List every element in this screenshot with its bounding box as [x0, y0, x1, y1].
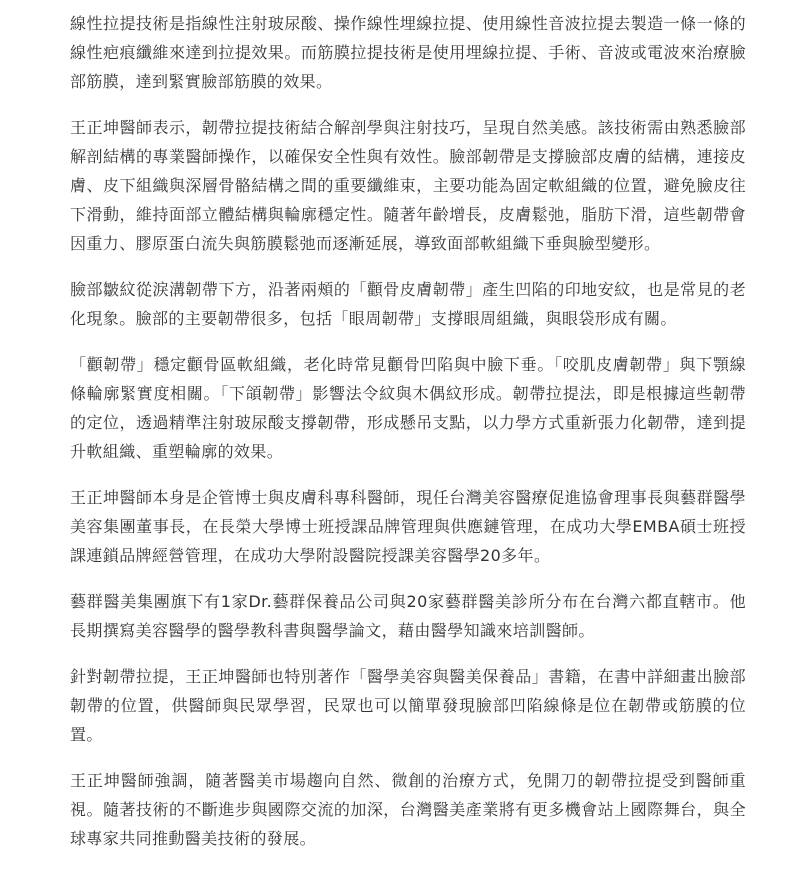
paragraph-6: 藝群醫美集團旗下有1家Dr.藝群保養品公司與20家藝群醫美診所分布在台灣六都直轄市。他長期撰寫美容醫學的醫學教科書與醫學論文，藉由醫學知識來培訓醫師。: [70, 592, 746, 640]
paragraph-4: 「顴韌帶」穩定顴骨區軟組織，老化時常見顴骨凹陷與中臉下垂。「咬肌皮膚韌帶」與下顎線條輪廓緊實度相關。「下頜韌帶」影響法令紋與木偶紋形成。韌帶拉提法，即是根據這些韌帶的定位，透過精準注射玻尿酸支撐韌帶，形成懸吊支點，以力學方式重新張力化韌帶，達到提升軟組織、重塑輪廓的效果。: [70, 355, 746, 461]
paragraph-3: 臉部皺紋從淚溝韌帶下方，沿著兩頰的「顴骨皮膚韌帶」產生凹陷的印地安紋，也是常見的老化現象。臉部的主要韌帶很多，包括「眼周韌帶」支撐眼周組織，與眼袋形成有關。: [70, 280, 746, 328]
paragraph-2: 王正坤醫師表示，韌帶拉提技術結合解剖學與注射技巧，呈現自然美感。該技術需由熟悉臉部解剖結構的專業醫師操作，以確保安全性與有效性。臉部韌帶是支撐臉部皮膚的結構，連接皮膚、皮下組織與深層骨骼結構之間的重要纖維束，主要功能為固定軟組織的位置，避免臉皮往下滑動，維持面部立體結構與輪廓穩定性。隨著年齡增長，皮膚鬆弛，脂肪下滑，這些韌帶會因重力、膠原蛋白流失與筋膜鬆弛而逐漸延展，導致面部軟組織下垂與臉型變形。: [70, 118, 746, 253]
paragraph-7: 針對韌帶拉提，王正坤醫師也特別著作「醫學美容與醫美保養品」書籍，在書中詳細畫出臉部韌帶的位置，供醫師與民眾學習，民眾也可以簡單發現臉部凹陷線條是位在韌帶或筋膜的位置。: [70, 667, 746, 744]
paragraph-5: 王正坤醫師本身是企管博士與皮膚科專科醫師，現任台灣美容醫療促進協會理事長與藝群醫學美容集團董事長，在長榮大學博士班授課品牌管理與供應鏈管理，在成功大學EMBA碩士班授課連鎖品牌經營管理，在成功大學附設醫院授課美容醫學20多年。: [70, 488, 746, 565]
paragraph-8: 王正坤醫師強調，隨著醫美市場趨向自然、微創的治療方式，免開刀的韌帶拉提受到醫師重視。隨著技術的不斷進步與國際交流的加深，台灣醫美產業將有更多機會站上國際舞台，與全球專家共同推動醫美技術的發展。: [70, 771, 746, 848]
paragraph-1: 線性拉提技術是指線性注射玻尿酸、操作線性埋線拉提、使用線性音波拉提去製造一條一條的線性疤痕纖維來達到拉提效果。而筋膜拉提技術是使用埋線拉提、手術、音波或電波來治療臉部筋膜，達到緊實臉部筋膜的效果。: [70, 14, 746, 91]
